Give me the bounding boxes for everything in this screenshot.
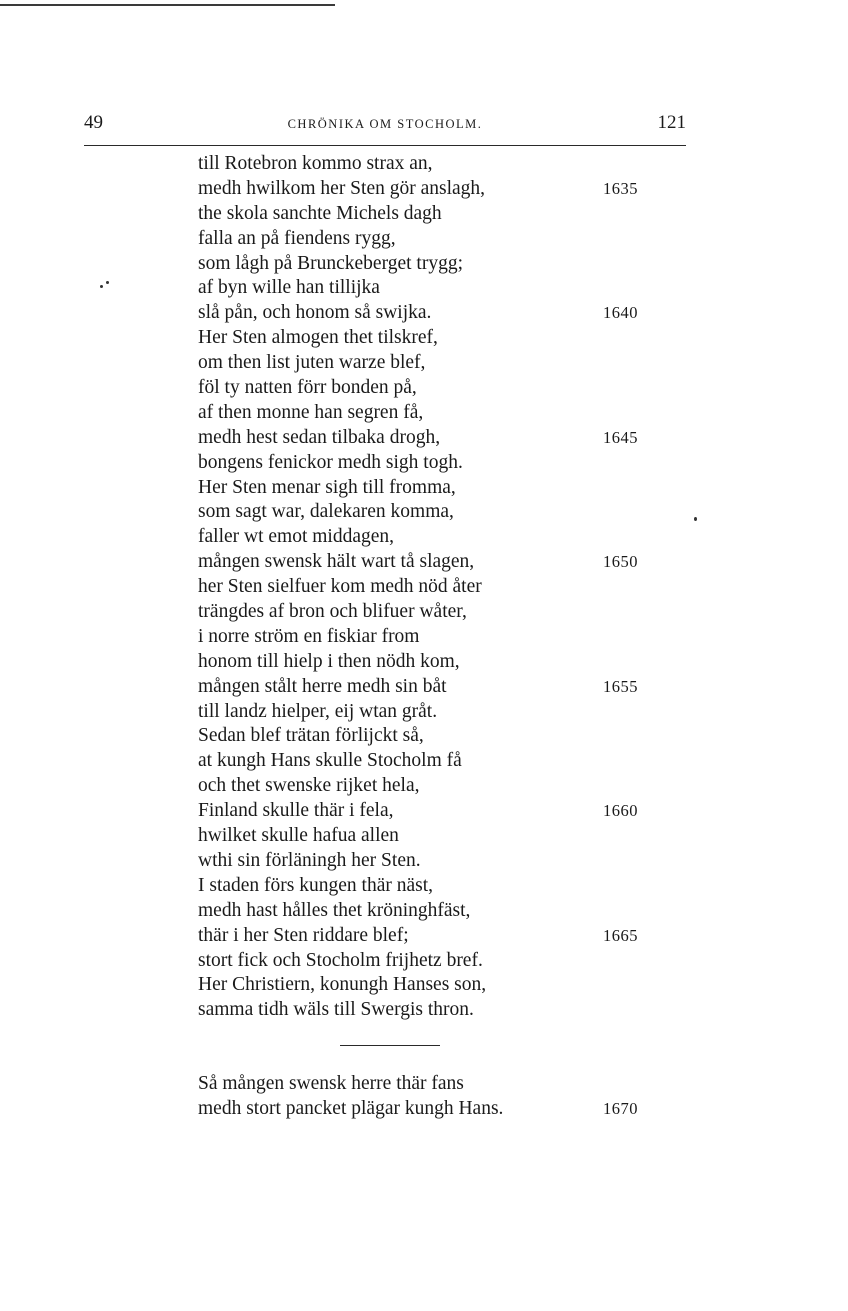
verse-line	[198, 351, 638, 376]
line-number: 1650	[603, 552, 638, 572]
line-number: 1655	[603, 676, 638, 696]
verse-text: trängdes af bron och blifuer wåter,	[198, 601, 467, 623]
verse-line	[198, 849, 638, 874]
verse-line	[198, 500, 638, 525]
verse-line	[198, 700, 638, 725]
verse-line	[198, 973, 638, 998]
page-number-right: 121	[657, 112, 686, 133]
verse-line	[198, 177, 638, 202]
verse-line	[198, 202, 638, 227]
verse-text: föl ty natten förr bonden på,	[198, 377, 417, 399]
verse-text: I staden förs kungen thär näst,	[198, 874, 434, 896]
verse-text: medh hast hålles thet kröninghfäst,	[198, 899, 471, 921]
verse-line	[198, 550, 638, 575]
verse-text: medh hest sedan tilbaka drogh,	[198, 426, 441, 448]
scan-speck	[100, 285, 103, 288]
verse-text: som lågh på Brunckeberget trygg;	[198, 252, 463, 274]
verse-line	[198, 401, 638, 426]
verse-text: honom till hielp i then nödh kom,	[198, 650, 460, 672]
verse-line	[198, 426, 638, 451]
verse-text: bongens fenickor medh sigh togh.	[198, 451, 463, 473]
verse-line	[198, 476, 638, 501]
verse-line	[198, 724, 638, 749]
verse-text: medh hwilkom her Sten gör anslagh,	[198, 177, 486, 199]
verse-line	[198, 525, 638, 550]
poem-continuation	[198, 1072, 638, 1122]
verse-line	[198, 650, 638, 675]
running-title: CHRÖNIKA OM STOCHOLM.	[287, 117, 483, 131]
verse-line	[198, 227, 638, 252]
verse-line	[198, 924, 638, 949]
verse-text: och thet swenske rijket hela,	[198, 775, 420, 797]
page-header	[84, 112, 686, 136]
verse-text: the skola sanchte Michels dagh	[198, 202, 442, 224]
verse-text: mången swensk hält wart tå slagen,	[198, 551, 475, 573]
verse-line	[198, 874, 638, 899]
verse-text: her Sten sielfuer kom medh nöd åter	[198, 576, 482, 598]
verse-text: hwilket skulle hafua allen	[198, 825, 399, 847]
line-number: 1635	[603, 178, 638, 198]
verse-text: i norre ström en fiskiar from	[198, 625, 420, 647]
verse-line	[198, 326, 638, 351]
verse-text: Sedan blef trätan förlijckt så,	[198, 725, 424, 747]
verse-line	[198, 675, 638, 700]
verse-text: af then monne han segren få,	[198, 401, 424, 423]
header-rule	[84, 145, 686, 146]
verse-text: at kungh Hans skulle Stocholm få	[198, 750, 462, 772]
verse-text: thär i her Sten riddare blef;	[198, 924, 409, 946]
poem-body	[198, 152, 638, 1023]
verse-line	[198, 799, 638, 824]
verse-line	[198, 252, 638, 277]
verse-line	[198, 276, 638, 301]
verse-line	[198, 575, 638, 600]
verse-line	[198, 376, 638, 401]
verse-text: falla an på fiendens rygg,	[198, 227, 396, 249]
line-number: 1645	[603, 427, 638, 447]
verse-text: till Rotebron kommo strax an,	[198, 153, 433, 174]
verse-text: om then list juten warze blef,	[198, 352, 426, 374]
verse-line	[198, 301, 638, 326]
line-number: 1640	[603, 303, 638, 323]
verse-text: stort fick och Stocholm frijhetz bref.	[198, 949, 483, 971]
verse-text: Så mången swensk herre thär fans	[198, 1073, 464, 1094]
verse-line	[198, 774, 638, 799]
verse-text: samma tidh wäls till Swergis thron.	[198, 999, 474, 1021]
verse-text: som sagt war, dalekaren komma,	[198, 501, 454, 523]
verse-text: Her Christiern, konungh Hanses son,	[198, 974, 487, 996]
verse-line	[198, 600, 638, 625]
verse-text: wthi sin förläningh her Sten.	[198, 849, 421, 871]
verse-text: Finland skulle thär i fela,	[198, 800, 394, 822]
verse-line	[198, 824, 638, 849]
verse-text: af byn wille han tillijka	[198, 277, 380, 299]
line-number: 1660	[603, 801, 638, 821]
verse-text: faller wt emot middagen,	[198, 526, 395, 548]
verse-text: slå pån, och honom så swijka.	[198, 302, 432, 324]
verse-text: till landz hielper, eij wtan gråt.	[198, 700, 438, 722]
line-number: 1670	[603, 1098, 638, 1118]
line-number: 1665	[603, 925, 638, 945]
verse-text: Her Sten menar sigh till fromma,	[198, 476, 456, 498]
verse-text: medh stort pancket plägar kungh Hans.	[198, 1097, 504, 1119]
verse-text: Her Sten almogen thet tilskref,	[198, 327, 438, 349]
verse-line	[198, 152, 638, 177]
verse-line	[198, 899, 638, 924]
verse-line	[198, 998, 638, 1023]
verse-line	[198, 949, 638, 974]
scan-speck	[694, 517, 697, 521]
verse-line	[198, 749, 638, 774]
verse-line	[198, 625, 638, 650]
page-number-left: 49	[84, 112, 103, 133]
scan-top-rule	[0, 4, 335, 6]
verse-line	[198, 1072, 638, 1097]
verse-line	[198, 1097, 638, 1122]
verse-text: mången stålt herre medh sin båt	[198, 675, 447, 697]
verse-line	[198, 451, 638, 476]
scan-speck	[106, 281, 109, 284]
section-divider	[340, 1045, 440, 1046]
